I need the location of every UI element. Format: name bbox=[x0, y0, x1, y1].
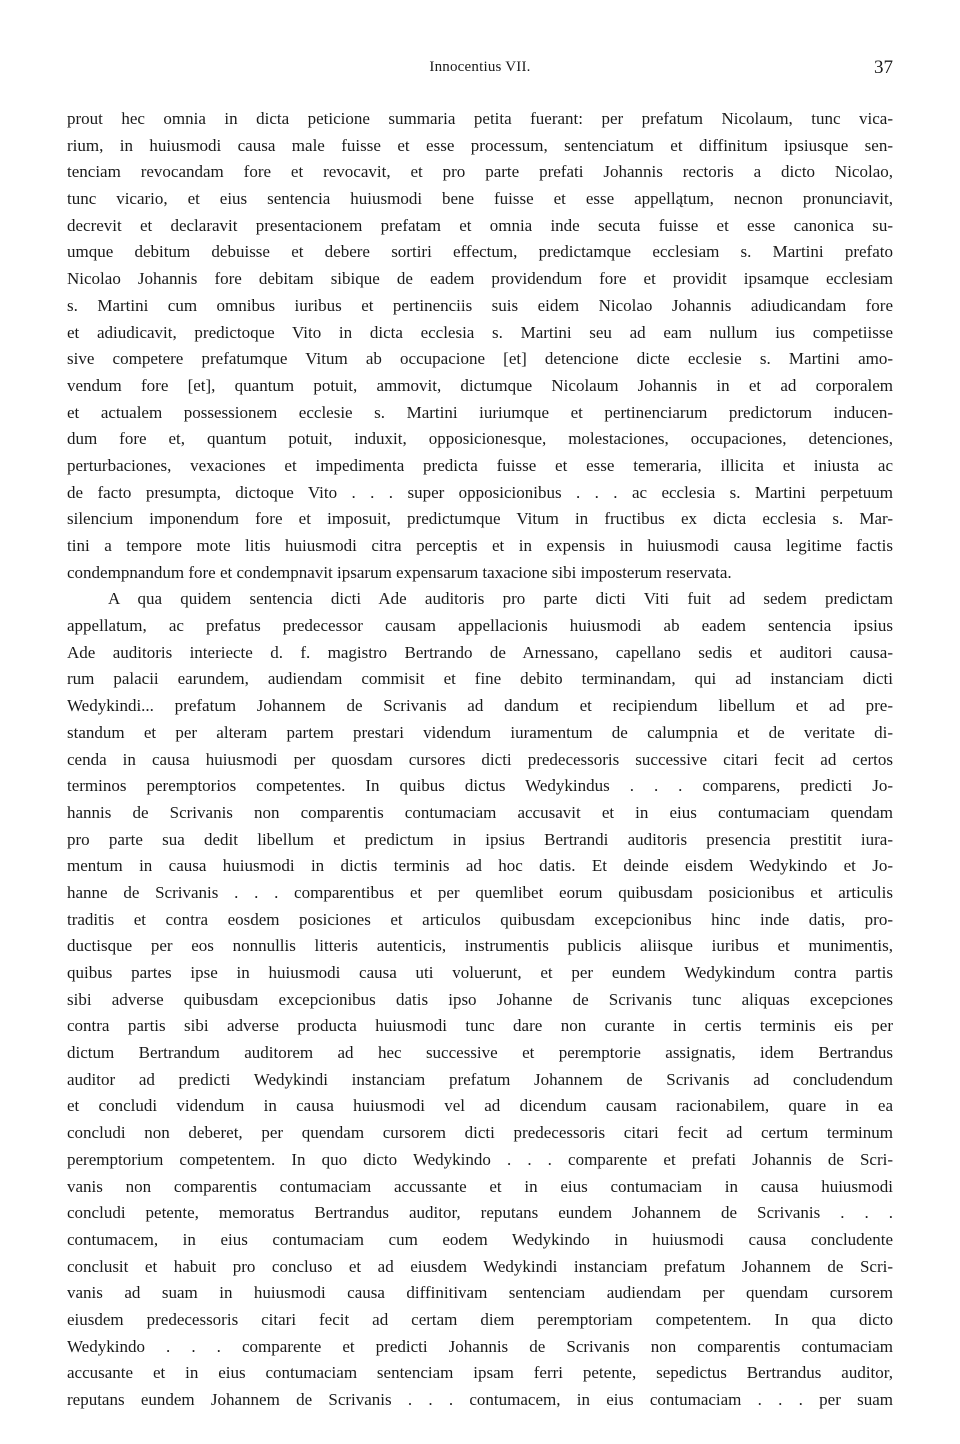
text-line: s. Martini cum omnibus iuribus et pertinenciis suis eidem Nicolao Johannis adiudicandam fore bbox=[67, 295, 893, 315]
text-line: pro parte sua dedit libellum et predictum in ipsius Bertrandi auditoris presencia prestitit iura- bbox=[67, 829, 893, 849]
text-line: vendum fore [et], quantum potuit, ammovit, dictumque Nicolaum Johannis in et ad corporalem bbox=[67, 375, 893, 395]
text-line: vanis ad suam in huiusmodi causa diffinitivam sentenciam audiendam per quendam cursorem bbox=[67, 1283, 893, 1303]
text-line: concludi non deberet, per quendam cursorem dicti predecessoris citari fecit ad certum terminum bbox=[67, 1123, 893, 1143]
text-line: conclusit et habuit pro concluso et ad eiusdem Wedykindi instanciam prefatum Johannem de Scri- bbox=[67, 1256, 893, 1276]
running-head-title: Innocentius VII. bbox=[429, 59, 531, 75]
text-line: silencium imponendum fore et imposuit, predictumque Vitum in fructibus ex dicta ecclesia s. Mar- bbox=[67, 509, 893, 529]
text-line: de facto presumpta, dictoque Vito . . . super opposicionibus . . . ac ecclesia s. Martini perpetuum bbox=[67, 482, 893, 502]
text-line: terminos peremptorios competentes. In quibus dictus Wedykindus . . . comparens, predicti Jo- bbox=[67, 776, 893, 796]
text-line: cenda in causa huiusmodi per quosdam cursores dicti predecessoris successive citari fecit ad certos bbox=[67, 749, 893, 769]
text-line: rum palacii earundem, audiendam commisit et fine debito terminandam, qui ad instanciam dicti bbox=[67, 669, 893, 689]
text-line: dum fore et, quantum potuit, induxit, opposicionesque, molestaciones, occupaciones, detenciones, bbox=[67, 429, 893, 449]
text-line: concludi petente, memoratus Bertrandus auditor, reputans eundem Johannem de Scrivanis . . . bbox=[67, 1203, 893, 1223]
text-line: rium, in huiusmodi causa male fuisse et esse processum, sentenciatum et diffinitum ipsiusque sen- bbox=[67, 135, 893, 155]
text-line: Wedykindi... prefatum Johannem de Scrivanis ad dandum et recipiendum libellum et ad pre- bbox=[67, 696, 893, 716]
text-line: ductisque per eos nonnullis litteris autenticis, instrumentis publicis aliisque iuribus et munimentis, bbox=[67, 936, 893, 956]
text-line: quibus partes ipse in huiusmodi causa uti voluerunt, et per eundem Wedykindum contra partis bbox=[67, 963, 893, 982]
text-line: standum et per alteram partem prestari videndum iuramentum de calumpnia et de veritate di- bbox=[67, 722, 893, 742]
text-line: Ade auditoris interiecte d. f. magistro Bertrando de Arnessano, capellano sedis et auditori causa- bbox=[67, 642, 893, 662]
text-line: et adiudicavit, predictoque Vito in dicta ecclesia s. Martini seu ad eam nullum ius competiisse bbox=[67, 322, 893, 342]
text-line: tunc vicario, et eius sentencia huiusmodi bene fuisse et esse appellątum, necnon pronunciavit, bbox=[67, 189, 893, 209]
text-line: A qua quidem sentencia dicti Ade auditoris pro parte dicti Viti fuit ad sedem predictam bbox=[108, 589, 893, 609]
text-line: tenciam revocandam fore et revocavit, et pro parte prefati Johannis rectoris a dicto Nicolao, bbox=[67, 162, 893, 182]
text-line: Wedykindo . . . comparente et predicti Johannis de Scrivanis non comparentis contumaciam bbox=[67, 1336, 893, 1356]
text-line: condempnandum fore et condempnavit ipsarum expensarum taxacione sibi imposterum reservata. bbox=[67, 562, 732, 582]
text-line: decrevit et declaravit presentacionem prefatam et omnia inde secuta fuisse et esse canonica su- bbox=[67, 215, 893, 235]
page-number: 37 bbox=[874, 57, 893, 78]
text-line: accusante et in eius contumaciam sentenciam ipsam ferri petente, sepedictus Bertrandus auditor, bbox=[67, 1363, 893, 1383]
body-text bbox=[67, 106, 893, 1414]
text-line: Nicolao Johannis fore debitam sibique de eadem providendum fore et providit ipsamque ecclesiam bbox=[67, 269, 893, 289]
text-line: hannis de Scrivanis non comparentis contumaciam accusavit et in eius contumaciam quendam bbox=[67, 802, 893, 822]
text-line: traditis et contra eosdem posiciones et articulos quibusdam excepcionibus hinc inde datis, pro- bbox=[67, 909, 893, 929]
text-line: umque debitum debuisse et debere sortiri effectum, predictamque ecclesiam s. Martini prefato bbox=[67, 242, 893, 262]
text-line: contumacem, in eius contumaciam cum eodem Wedykindo in huiusmodi causa concludente bbox=[67, 1229, 893, 1249]
text-line: tini a tempore mote litis huiusmodi citra perceptis et in expensis in huiusmodi causa legitime factis bbox=[67, 536, 893, 555]
text-line: auditor ad predicti Wedykindi instanciam prefatum Johannem de Scrivanis ad concludendum bbox=[67, 1069, 893, 1089]
text-line: reputans eundem Johannem de Scrivanis . . . contumacem, in eius contumaciam . . . per suam bbox=[67, 1390, 893, 1409]
text-line: perturbaciones, vexaciones et impedimenta predicta fuisse et esse temeraria, illicita et iniusta ac bbox=[67, 455, 893, 475]
text-line: hanne de Scrivanis . . . comparentibus et per quemlibet eorum quibusdam posicionibus et articulis bbox=[67, 882, 893, 902]
text-line: mentum in causa huiusmodi in dictis terminis ad hoc datis. Et deinde eisdem Wedykindo et Jo- bbox=[67, 856, 893, 876]
text-line: sive competere prefatumque Vitum ab occupacione [et] detencione dicte ecclesie s. Martini amo- bbox=[67, 349, 893, 369]
text-line: eiusdem predecessoris citari fecit ad certam diem peremptoriam competentem. In qua dicto bbox=[67, 1309, 893, 1329]
text-line: appellatum, ac prefatus predecessor causam appellacionis huiusmodi ab eadem sentencia ipsius bbox=[67, 616, 893, 636]
text-line: dictum Bertrandum auditorem ad hec successive et peremptorie assignatis, idem Bertrandus bbox=[67, 1043, 893, 1063]
text-line: sibi adverse quibusdam excepcionibus datis ipso Johanne de Scrivanis tunc aliquas excepciones bbox=[67, 989, 893, 1009]
running-head bbox=[67, 57, 893, 81]
text-line: et actualem possessionem ecclesie s. Martini iuriumque et pertinenciarum predictorum inducen- bbox=[67, 402, 893, 422]
text-line: peremptorium competentem. In quo dicto Wedykindo . . . comparente et prefati Johannis de Scri- bbox=[67, 1149, 893, 1169]
text-line: vanis non comparentis contumaciam accussante et in eius contumaciam in causa huiusmodi bbox=[67, 1176, 893, 1196]
text-line: contra partis sibi adverse producta huiusmodi tunc dare non curante in certis terminis eis per bbox=[67, 1016, 893, 1036]
text-line: et concludi videndum in causa huiusmodi vel ad dicendum causam racionabilem, quare in ea bbox=[67, 1096, 893, 1116]
text-line: prout hec omnia in dicta peticione summaria petita fuerant: per prefatum Nicolaum, tunc vica- bbox=[67, 109, 893, 128]
